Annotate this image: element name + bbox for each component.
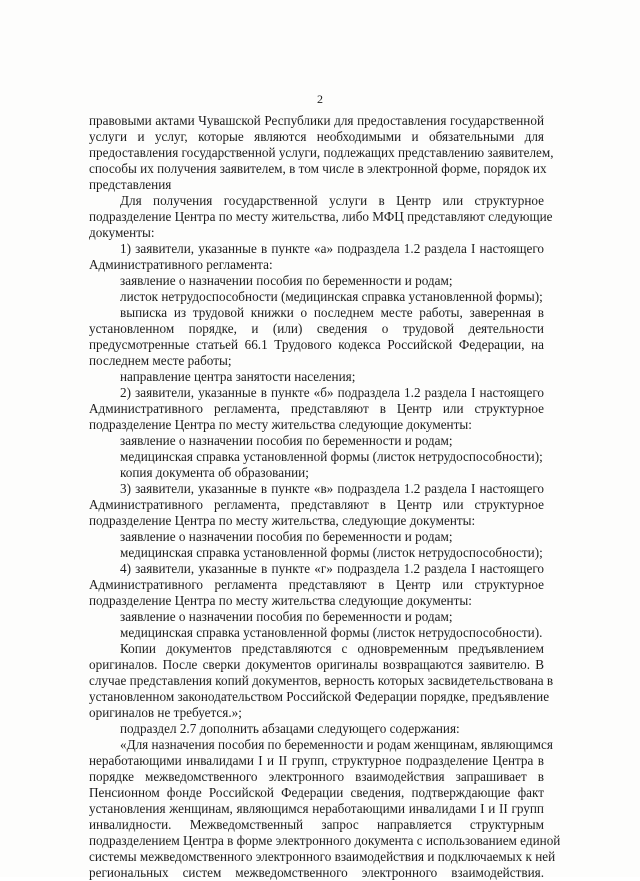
- text-line: подразделение Центра по месту жительства, следующие документы:: [89, 513, 476, 528]
- text-line: последнем месте работы;: [89, 353, 232, 368]
- text-line: правовыми актами Чувашской Республики для предоставления государственной: [89, 113, 544, 128]
- text-line: медицинская справка установленной формы (листок нетрудоспособности).: [120, 625, 543, 640]
- text-line: листок нетрудоспособности (медицинская справка установленной формы);: [120, 289, 543, 304]
- text-line: Административного регламента представляют в Центр или структурное: [89, 577, 544, 592]
- text-line: подразделение Центра по месту жительства, либо МФЦ представляют следующие: [89, 209, 553, 224]
- text-line: Пенсионном фонде Российской Федерации сведения, подтверждающие факт: [89, 785, 544, 800]
- text-line: 1) заявители, указанные в пункте «а» подраздела 1.2 раздела I настоящего: [120, 241, 544, 256]
- text-line: оригиналов. После сверки документов оригиналы возвращаются заявителю. В: [89, 657, 544, 672]
- text-line: региональных систем межведомственного электронного взаимодействия.: [89, 865, 544, 880]
- text-line: направление центра занятости населения;: [120, 369, 356, 384]
- text-line: Административного регламента, представляют в Центр или структурное: [89, 497, 544, 512]
- text-line: 3) заявители, указанные в пункте «в» подраздела 1.2 раздела I настоящего: [120, 481, 544, 496]
- text-line: установленном порядке, и (или) сведения о трудовой деятельности: [89, 321, 544, 336]
- text-line: заявление о назначении пособия по беременности и родам;: [120, 273, 453, 288]
- text-line: 2) заявители, указанные в пункте «б» подраздела 1.2 раздела I настоящего: [120, 385, 544, 400]
- text-line: Для получения государственной услуги в Центр или структурное: [120, 193, 544, 208]
- text-line: предусмотренные статьей 66.1 Трудового кодекса Российской Федерации, на: [89, 337, 544, 352]
- text-line: Административного регламента:: [89, 257, 273, 272]
- text-line: услуги и услуг, которые являются необходимыми и обязательными для: [89, 129, 544, 144]
- text-line: порядке межведомственного электронного взаимодействия запрашивает в: [89, 769, 544, 784]
- text-line: представления: [89, 177, 172, 192]
- text-line: Копии документов представляются с одновременным предъявлением: [120, 641, 544, 656]
- text-line: предоставления государственной услуги, подлежащих представлению заявителем,: [89, 145, 554, 160]
- text-line: системы межведомственного электронного взаимодействия и подключаемых к ней: [89, 849, 556, 864]
- text-line: установленном законодательством Российской Федерации порядке, предъявление: [89, 689, 550, 704]
- text-line: заявление о назначении пособия по беременности и родам;: [120, 529, 453, 544]
- text-line: инвалидности. Межведомственный запрос направляется структурным: [89, 817, 544, 832]
- text-line: 4) заявители, указанные в пункте «г» подраздела 1.2 раздела I настоящего: [120, 561, 544, 576]
- page-number: 2: [317, 92, 323, 106]
- text-line: установления женщинам, являющимся неработающими инвалидами I и II групп: [89, 801, 544, 816]
- text-line: медицинская справка установленной формы (листок нетрудоспособности);: [120, 545, 543, 560]
- text-line: способы их получения заявителем, в том числе в электронной форме, порядок их: [89, 161, 547, 176]
- text-line: копия документа об образовании;: [120, 465, 309, 480]
- text-line: медицинская справка установленной формы (листок нетрудоспособности);: [120, 449, 543, 464]
- text-line: документы:: [89, 225, 155, 240]
- text-line: Административного регламента, представляют в Центр или структурное: [89, 401, 544, 416]
- text-line: подразделением Центра в форме электронного документа с использованием единой: [89, 833, 561, 848]
- text-line: подразделение Центра по месту жительства следующие документы:: [89, 593, 472, 608]
- text-line: неработающими инвалидами I и II групп, структурное подразделение Центра в: [89, 753, 544, 768]
- text-line: оригиналов не требуется.»;: [89, 705, 242, 720]
- text-line: заявление о назначении пособия по беременности и родам;: [120, 609, 453, 624]
- text-line: подразделение Центра по месту жительства следующие документы:: [89, 417, 472, 432]
- text-line: заявление о назначении пособия по беременности и родам;: [120, 433, 453, 448]
- text-line: подраздел 2.7 дополнить абзацами следующего содержания:: [120, 721, 460, 736]
- text-line: «Для назначения пособия по беременности и родам женщинам, являющимся: [120, 737, 553, 752]
- text-line: случае представления копий документов, верность которых засвидетельствована в: [89, 673, 554, 688]
- text-line: выписка из трудовой книжки о последнем месте работы, заверенная в: [120, 305, 544, 320]
